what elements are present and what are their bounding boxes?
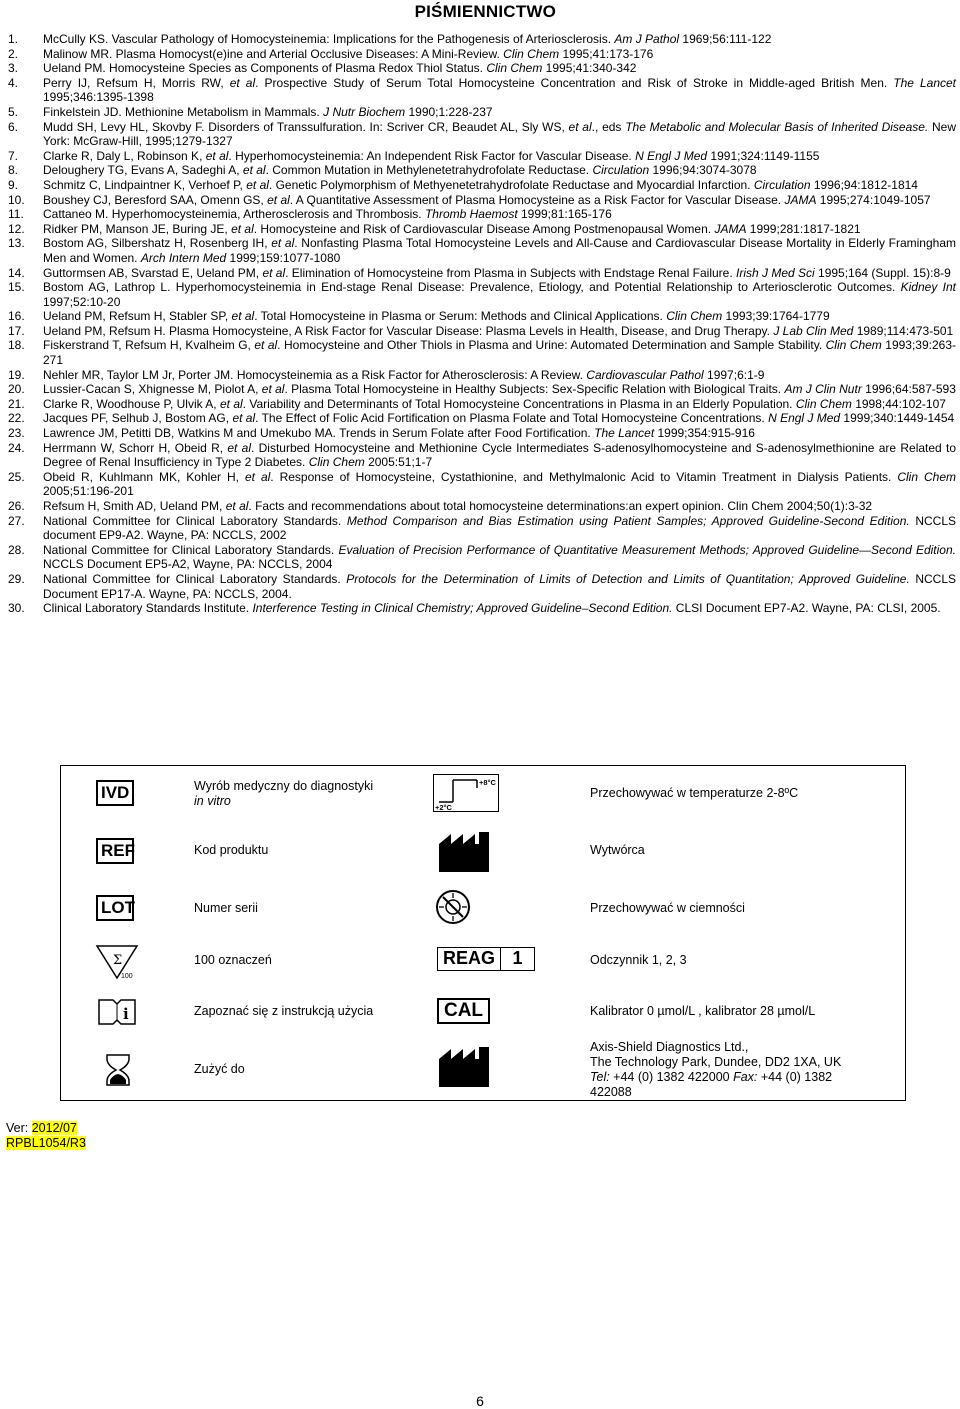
reference-number: 7. (8, 148, 19, 163)
reference-text (43, 309, 956, 324)
reference-part: Mudd SH, Levy HL, Skovby F. Disorders of Transsulfuration. In: Scriver CR, Beaudet AL, Sly WS, (43, 119, 569, 134)
reference-item (8, 222, 956, 237)
reference-number: 18. (8, 338, 25, 353)
ivd-label-line2: in vitro (194, 794, 231, 808)
reference-number: 2. (8, 46, 19, 61)
reference-text (43, 61, 956, 76)
reference-italic-part: Clin Chem (486, 61, 543, 76)
reference-text (43, 222, 956, 237)
reference-part: 1995;41:173-176 (559, 46, 654, 61)
keep-away-from-light-icon (434, 888, 472, 926)
reference-part: . Homocysteine and Other Thiols in Plasma and Urine: Automated Determination and Sample Stability. (277, 338, 826, 353)
reference-part: Ueland PM, Refsum H. Plasma Homocysteine, A Risk Factor for Vascular Disease: Plasma Levels in Health, Disease, and Drug Therapy. (43, 323, 774, 338)
reference-part: Perry IJ, Refsum H, Morris RW, (43, 75, 230, 90)
reference-text (43, 178, 956, 193)
reference-part: 2005:51;1-7 (364, 455, 433, 470)
reference-number: 9. (8, 177, 19, 192)
reference-number: 28. (8, 542, 25, 557)
reference-item (8, 543, 956, 572)
reference-italic-part: et al (219, 396, 243, 411)
reference-item (8, 397, 956, 412)
reference-part: 1997;6:1-9 (703, 367, 765, 382)
reference-part: NCCLS Document EP17-A. Wayne, PA: NCCLS, 2004. (43, 571, 956, 601)
reference-item (8, 61, 956, 76)
reference-list (8, 32, 956, 616)
reference-item (8, 470, 956, 499)
reference-item (8, 280, 956, 309)
reference-number: 5. (8, 104, 19, 119)
reference-part: Ridker PM, Manson JE, Buring JE, (43, 221, 232, 236)
reference-part: . Plasma Total Homocysteine in Healthy Subjects: Sex-Specific Relation with Biological Traits. (284, 382, 785, 397)
reference-part: . Variability and Determinants of Total Homocysteine Concentrations in Plasma in an Elderly Population. (242, 396, 796, 411)
reference-part: CLSI Document EP7-A2. Wayne, PA: CLSI, 2005. (672, 601, 941, 616)
version-label: Ver: (6, 1121, 32, 1135)
temperature-limit-icon (433, 774, 499, 812)
reference-part: Bostom AG, Silbershatz H, Rosenberg IH, (43, 236, 272, 251)
reference-number: 24. (8, 440, 25, 455)
reference-text (43, 324, 956, 339)
reference-item (8, 324, 956, 339)
reference-italic-part: et al (267, 192, 290, 207)
reference-item (8, 426, 956, 441)
reference-part: 1991;324:1149-1155 (707, 148, 820, 163)
reference-italic-part: et al (225, 499, 249, 513)
reference-number: 27. (8, 513, 25, 528)
reference-item (8, 514, 956, 543)
reference-part: ., eds (591, 119, 626, 134)
reference-italic-part: et al (568, 119, 592, 134)
reference-item (8, 441, 956, 470)
reference-part: NCCLS document EP9-A2. Wayne, PA: NCCLS, 2002 (43, 513, 957, 543)
reference-part: 1997;52:10-20 (43, 294, 121, 309)
ivd-label-line1: Wyrób medyczny do diagnostyki (194, 779, 374, 793)
reference-part: 1969;56:111-122 (679, 32, 772, 46)
reference-italic-part: Interference Testing in Clinical Chemistry; Approved Guideline–Second Edition. (252, 601, 673, 616)
ifu-label: Zapoznać się z instrukcją użycia (194, 1004, 374, 1018)
reference-italic-part: Circulation (592, 163, 650, 178)
reference-text (43, 193, 956, 208)
reference-italic-part: J Lab Clin Med (773, 323, 854, 338)
tel-label: Tel: (590, 1070, 610, 1084)
reference-italic-part: Clin Chem (503, 46, 560, 61)
manufacturer-label: Wytwórca (590, 843, 645, 857)
reference-italic-part: Clin Chem (308, 455, 365, 470)
ivd-label (194, 779, 373, 809)
reference-text (43, 32, 956, 47)
reagent-label: Odczynnik 1, 2, 3 (590, 953, 687, 967)
reference-italic-part: JAMA (714, 221, 747, 236)
reference-number: 1. (8, 32, 19, 46)
svg-text:i: i (123, 1005, 129, 1023)
lot-symbol: LOT (96, 895, 134, 921)
reference-part: McCully KS. Vascular Pathology of Homocysteinemia: Implications for the Pathogenesis of Arteriosclerosis. (43, 32, 615, 46)
reference-text (43, 338, 956, 367)
sigma-tests-icon (95, 944, 139, 982)
dark-storage-label: Przechowywać w ciemności (590, 901, 745, 915)
reference-part: 1995;346:1395-1398 (43, 90, 154, 105)
reference-part: . Genetic Polymorphism of Methyenetetrahydrofolate Reductase and Myocardial Infarction. (268, 177, 754, 192)
reference-part: National Committee for Clinical Laboratory Standards. (43, 571, 347, 586)
reference-item (8, 32, 956, 47)
reference-number: 17. (8, 323, 25, 338)
reference-part: 1993;39:263-271 (43, 338, 956, 368)
reference-part: 1996;94:1812-1814 (810, 177, 918, 192)
reference-item (8, 338, 956, 367)
page-title: PIŚMIENNICTWO (414, 2, 556, 21)
reference-italic-part: Am J Clin Nutr (784, 382, 862, 397)
reference-text (43, 236, 956, 265)
reference-item (8, 47, 956, 62)
reference-part: New York: McGraw-Hill, 1995;1279-1327 (43, 119, 957, 149)
version-info (6, 1121, 86, 1151)
reference-item (8, 368, 956, 383)
reference-italic-part: Protocols for the Determination of Limits of Detection and Limits of Quantitation; Approved Guideline. (346, 571, 910, 586)
manufacturer-address (590, 1040, 890, 1100)
reference-number: 21. (8, 396, 25, 411)
reference-part: 1995;41:340-342 (542, 61, 637, 76)
reference-text (43, 163, 956, 178)
reference-part: Ueland PM. Homocysteine Species as Components of Plasma Redox Thiol Status. (43, 61, 487, 76)
sigma-symbol: Σ (113, 953, 123, 968)
reference-part: Bostom AG, Lathrop L. Hyperhomocysteinemia in End-stage Renal Disease: Prevalence, Etiology, and Potential Relationship to Arteriosclerotic Outcomes. (43, 280, 901, 295)
reference-text (43, 149, 956, 164)
reference-part: 1993;39:1764-1779 (722, 309, 830, 324)
reference-part: . Homocysteine and Risk of Cardiovascular Disease Among Postmenopausal Women. (253, 221, 715, 236)
reference-italic-part: et al (242, 163, 266, 178)
reference-number: 3. (8, 61, 19, 76)
reference-item (8, 193, 956, 208)
reference-item (8, 309, 956, 324)
reference-part: 1999;281:1817-1821 (746, 221, 861, 236)
reference-part: Clinical Laboratory Standards Institute. (43, 601, 253, 616)
reference-part: 1999;159:1077-1080 (226, 250, 341, 265)
reference-part: 1996;64:587-593 (861, 382, 956, 397)
reference-part: Obeid R, Kuhlmann MK, Kohler H, (43, 469, 245, 484)
reference-number: 29. (8, 571, 25, 586)
reference-italic-part: JAMA (784, 192, 817, 207)
reference-number: 12. (8, 221, 25, 236)
reference-part: . Prospective Study of Serum Total Homocysteine Concentration and Risk of Stroke in Middle-aged British Men. (255, 75, 894, 90)
reference-italic-part: The Lancet (594, 426, 655, 441)
reference-part: . Facts and recommendations about total homocysteine determinations:an expert opinion. Clin Chem 2004;50(1):3-32 (248, 499, 873, 513)
reference-part: . Total Homocysteine in Plasma or Serum: Methods and Clinical Applications. (254, 309, 667, 324)
ivd-symbol: IVD (96, 780, 134, 806)
reference-text (43, 514, 956, 543)
reference-part: . The Effect of Folic Acid Fortification on Plasma Folate and Total Homocysteine Concentrations. (255, 411, 769, 426)
reference-part: Cattaneo M. Hyperhomocysteinemia, Artherosclerosis and Thrombosis. (43, 207, 425, 222)
reference-number: 10. (8, 192, 25, 207)
reference-italic-part: Irish J Med Sci (736, 265, 815, 280)
reference-item (8, 163, 956, 178)
reference-part: 1995;164 (Suppl. 15):8-9 (814, 265, 951, 280)
reference-part: Clarke R, Woodhouse P, Ulvik A, (43, 396, 220, 411)
reference-italic-part: Method Comparison and Bias Estimation using Patient Samples; Approved Guideline-Second Edition. (346, 513, 910, 528)
reference-part: 1989;114:473-501 (853, 323, 954, 338)
reference-part: Jacques PF, Selhub J, Bostom AG, (43, 411, 233, 426)
reference-italic-part: Kidney Int (900, 280, 956, 295)
reference-part: National Committee for Clinical Laboratory Standards. (43, 513, 347, 528)
reference-number: 20. (8, 382, 25, 397)
fax-value: +44 (0) 1382 (757, 1070, 833, 1084)
reference-italic-part: et al (244, 469, 271, 484)
reference-italic-part: et al (227, 440, 251, 455)
reference-text (43, 47, 956, 62)
reference-italic-part: et al (271, 236, 295, 251)
reference-italic-part: Clin Chem (795, 396, 852, 411)
reference-text (43, 499, 956, 514)
reference-italic-part: Clin Chem (666, 309, 723, 324)
reference-item (8, 236, 956, 265)
reference-item (8, 601, 956, 616)
reference-text (43, 120, 956, 149)
reference-item (8, 266, 956, 281)
reference-text (43, 266, 956, 281)
reference-number: 26. (8, 499, 25, 513)
reference-part: . A Quantitative Assessment of Plasma Homocysteine as a Risk Factor for Vascular Disease. (289, 192, 785, 207)
page-number: 6 (476, 1393, 484, 1409)
symbol-legend-table (60, 765, 906, 1101)
mfr-name: Axis-Shield Diagnostics Ltd., (590, 1040, 749, 1054)
mfr-contact (590, 1070, 890, 1085)
reference-italic-part: Thromb Haemost (424, 207, 518, 222)
reference-part: Malinow MR. Plasma Homocyst(e)ine and Arterial Occlusive Diseases: A Mini-Review. (43, 46, 504, 61)
reference-text (43, 426, 956, 441)
reference-part: 1990;1:228-237 (405, 104, 493, 119)
reference-part: . Response of Homocysteine, Cystathionine, and Methylmalonic Acid to Vitamin Treatment in Dialysis Patients. (270, 469, 898, 484)
reference-part: 1999;354:915-916 (654, 426, 755, 441)
reference-text (43, 397, 956, 412)
reference-number: 23. (8, 426, 25, 441)
reference-text (43, 601, 956, 616)
reference-italic-part: et al (254, 338, 278, 353)
reference-part: 1996;94:3074-3078 (649, 163, 757, 178)
reference-part: 1999;340:1449-1454 (840, 411, 955, 426)
reference-item (8, 149, 956, 164)
reference-number: 22. (8, 411, 25, 426)
reference-item (8, 76, 956, 105)
reference-italic-part: Clin Chem (825, 338, 882, 353)
consult-instructions-icon (97, 998, 137, 1026)
document-code: RPBL1054/R3 (6, 1136, 86, 1150)
reference-italic-part: et al (231, 221, 254, 236)
tel-value: +44 (0) 1382 422000 (609, 1070, 734, 1084)
version-value: 2012/07 (31, 1121, 77, 1135)
reference-italic-part: The Metabolic and Molecular Basis of Inherited Disease. (625, 119, 929, 134)
reference-item (8, 572, 956, 601)
reference-part: . Disturbed Homocysteine and Methionine Cycle Intermediates S-adenosylhomocysteine and S-adenosylmethionine are Related to Degree of Renal Insufficiency in Type 2 Diabetes. (43, 440, 957, 470)
reference-part: National Committee for Clinical Laboratory Standards. (43, 542, 339, 557)
reference-italic-part: J Nutr Biochem (323, 104, 406, 119)
reference-italic-part: Cardiovascular Pathol (586, 367, 704, 382)
temp-high-label: +8°C (479, 778, 496, 787)
reag-number: 1 (512, 948, 523, 968)
reference-italic-part: et al (262, 265, 286, 280)
reference-italic-part: The Lancet (893, 75, 957, 90)
sigma-count: 100 (121, 973, 133, 980)
fax-value-2: 422088 (590, 1085, 632, 1099)
reference-item (8, 178, 956, 193)
manufacturer-icon (437, 830, 493, 874)
reference-italic-part: et al (232, 411, 256, 426)
reference-number: 4. (8, 75, 19, 90)
reference-part: Schmitz C, Lindpaintner K, Verhoef P, (43, 177, 247, 192)
reference-part: . Hyperhomocysteinemia: An Independent Risk Factor for Vascular Disease. (228, 148, 636, 163)
reference-text (43, 368, 956, 383)
reference-text (43, 382, 956, 397)
reference-italic-part: et al (231, 309, 255, 324)
reference-part: Nehler MR, Taylor LM Jr, Porter JM. Homocysteinemia as a Risk Factor for Atherosclerosis: A Review. (43, 367, 587, 382)
reference-part: NCCLS Document EP5-A2, Wayne, PA: NCCLS, 2004 (43, 557, 333, 572)
reference-number: 30. (8, 601, 25, 616)
reference-part: Deloughery TG, Evans A, Sadeghi A, (43, 163, 243, 178)
reference-item (8, 382, 956, 397)
reference-number: 16. (8, 309, 25, 324)
temperature-label: Przechowywać w temperaturze 2-8ºC (590, 786, 799, 800)
reagent-symbol (437, 947, 535, 971)
reference-item (8, 120, 956, 149)
reference-item (8, 411, 956, 426)
expiry-label: Zużyć do (194, 1062, 245, 1076)
reference-part: Refsum H, Smith AD, Ueland PM, (43, 499, 226, 513)
fax-label: Fax: (733, 1070, 758, 1084)
reference-italic-part: N Engl J Med (768, 411, 841, 426)
reference-part: 1998;44:102-107 (851, 396, 946, 411)
reference-part: Herrmann W, Schorr H, Obeid R, (43, 440, 228, 455)
reag-text: REAG (438, 948, 501, 970)
lot-label: Numer serii (194, 901, 258, 915)
reference-number: 11. (8, 207, 24, 222)
reference-item (8, 499, 956, 514)
reference-number: 15. (8, 280, 25, 295)
reference-number: 14. (8, 265, 25, 280)
reference-text (43, 207, 956, 222)
reference-italic-part: Circulation (753, 177, 811, 192)
reference-part: Finkelstein JD. Methionine Metabolism in Mammals. (43, 104, 324, 119)
reference-number: 8. (8, 163, 19, 178)
reference-number: 19. (8, 367, 25, 382)
ref-symbol: REF (96, 838, 134, 864)
mfr-address: The Technology Park, Dundee, DD2 1XA, UK (590, 1055, 842, 1069)
calibrator-label: Kalibrator 0 µmol/L , kalibrator 28 µmol/L (590, 1004, 816, 1018)
reference-number: 13. (8, 236, 25, 251)
reference-italic-part: N Engl J Med (635, 148, 708, 163)
reference-part: Lawrence JM, Petitti DB, Watkins M and Umekubo MA. Trends in Serum Folate after Food Fortification. (43, 426, 595, 441)
reference-text (43, 76, 956, 105)
reference-italic-part: et al (205, 148, 229, 163)
reference-part: Ueland PM, Refsum H, Stabler SP, (43, 309, 232, 324)
reference-italic-part: et al (229, 75, 256, 90)
reference-part: . Common Mutation in Methylenetetrahydrofolate Reductase. (265, 163, 593, 178)
reference-text (43, 543, 956, 572)
reference-part: Guttormsen AB, Svarstad E, Ueland PM, (43, 265, 263, 280)
reference-part: Lussier-Cacan S, Xhignesse M, Piolot A, (43, 382, 262, 397)
calibrator-symbol: CAL (437, 998, 490, 1024)
reference-part: 1995;274:1049-1057 (816, 192, 931, 207)
manufacturer-icon-2 (437, 1045, 493, 1089)
reference-part: . Elimination of Homocysteine from Plasma in Subjects with Endstage Renal Failure. (285, 265, 736, 280)
reference-italic-part: Arch Intern Med (140, 250, 227, 265)
reference-text (43, 441, 956, 470)
reference-text (43, 470, 956, 499)
reference-text (43, 411, 956, 426)
reference-part: . Nonfasting Plasma Total Homocysteine Levels and All-Cause and Cardiovascular Disease Mortality in Elderly Framingham Men and Women. (43, 236, 956, 265)
reference-item (8, 105, 956, 120)
reference-italic-part: et al (246, 177, 269, 192)
temp-low-label: +2°C (435, 803, 452, 812)
use-by-hourglass-icon (105, 1053, 131, 1087)
reference-italic-part: et al (261, 382, 285, 397)
reference-item (8, 207, 956, 222)
reference-italic-part: Clin Chem (897, 469, 957, 484)
ref-label: Kod produktu (194, 843, 269, 857)
reference-part: Boushey CJ, Beresford SAA, Omenn GS, (43, 192, 268, 207)
reference-part: Clarke R, Daly L, Robinson K, (43, 148, 206, 163)
reference-italic-part: Evaluation of Precision Performance of Quantitative Measurement Methods; Approved Guideline—Second Edition. (338, 542, 956, 557)
reference-part: Fiskerstrand T, Refsum H, Kvalheim G, (43, 338, 255, 353)
reference-number: 6. (8, 119, 19, 134)
reference-text (43, 572, 956, 601)
reference-number: 25. (8, 469, 25, 484)
reference-part: 1999;81:165-176 (517, 207, 612, 222)
reference-italic-part: Am J Pathol (614, 32, 680, 46)
sigma-label: 100 oznaczeń (194, 953, 272, 967)
reference-part: 2005;51:196-201 (43, 484, 134, 499)
reference-text (43, 280, 956, 309)
reference-text (43, 105, 956, 120)
